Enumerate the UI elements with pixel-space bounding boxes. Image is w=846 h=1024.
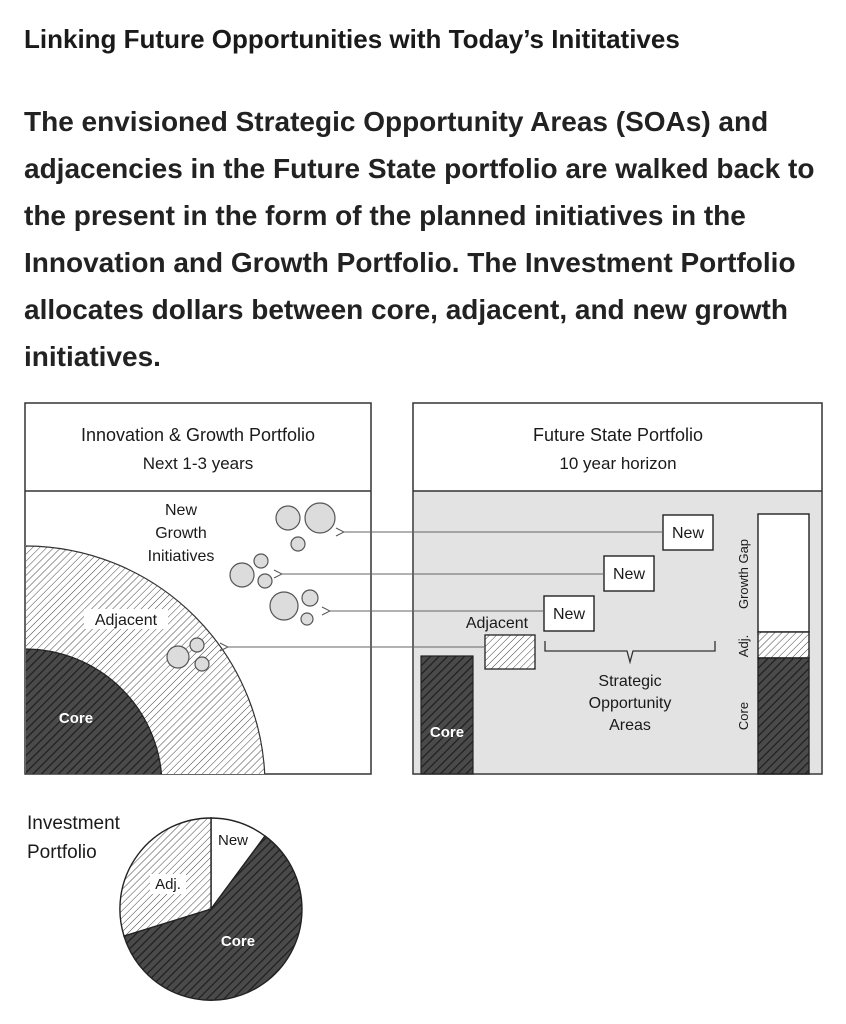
left-panel-title: Innovation & Growth Portfolio: [80, 425, 316, 445]
bubble: [301, 613, 313, 625]
bubble: [167, 646, 189, 668]
future-adjacent-block: [485, 635, 535, 669]
growth-gap-segment: [758, 514, 809, 632]
bubble: [195, 657, 209, 671]
intro-paragraph: The envisioned Strategic Opportunity Areas (SOAs) and adjacencies in the Future State portfolio are walked back to the present in the form of the planned initiatives in the Innovation and Growth Portfolio. The Investment Portfolio allocates dollars between core, adjacent, and new growth initiatives.: [24, 106, 815, 372]
pie-adj-label: Adj.: [155, 876, 181, 893]
page-title: Linking Future Opportunities with Today’s Inititatives: [24, 24, 680, 54]
new-box-3-label: New: [671, 525, 705, 542]
bubble: [230, 563, 254, 587]
pie-core-label: Core: [220, 933, 256, 950]
right-panel-subtitle: 10 year horizon: [559, 454, 677, 473]
bar-core-label: Core: [736, 701, 751, 731]
growth-gap-label: Growth Gap: [736, 538, 751, 610]
investment-portfolio-pie: [27, 813, 302, 1000]
soa-label-line1: Strategic: [598, 673, 662, 690]
right-panel-title: Future State Portfolio: [532, 425, 704, 445]
new-box-1-label: New: [552, 606, 586, 623]
bubble: [302, 590, 318, 606]
bubble: [276, 506, 300, 530]
new-growth-label-line2: Growth: [155, 525, 207, 542]
bubble: [254, 554, 268, 568]
investment-title-line2: Portfolio: [27, 842, 97, 863]
adj-segment: [758, 632, 809, 658]
bubble: [291, 537, 305, 551]
future-core-block: [421, 656, 473, 774]
bubble: [270, 592, 298, 620]
bubble: [190, 638, 204, 652]
new-growth-label-line3: Initiatives: [147, 548, 215, 565]
left-panel-subtitle: Next 1-3 years: [142, 454, 254, 473]
pie-new-label: New: [217, 832, 249, 849]
investment-title-line1: Investment: [27, 813, 120, 834]
future-state-portfolio-panel: [413, 403, 822, 774]
future-core-label: Core: [429, 724, 465, 741]
new-box-2-label: New: [612, 566, 646, 583]
left-adjacent-label: Adjacent: [94, 612, 158, 629]
new-growth-label-line1: New: [164, 502, 198, 519]
left-core-label: Core: [58, 710, 94, 727]
core-segment: [758, 658, 809, 774]
soa-label-line3: Areas: [609, 717, 651, 734]
future-adjacent-label: Adjacent: [465, 615, 529, 632]
bubble: [305, 503, 335, 533]
bubble: [258, 574, 272, 588]
soa-label-line2: Opportunity: [588, 695, 672, 712]
bar-adj-label: Adj.: [736, 634, 751, 658]
